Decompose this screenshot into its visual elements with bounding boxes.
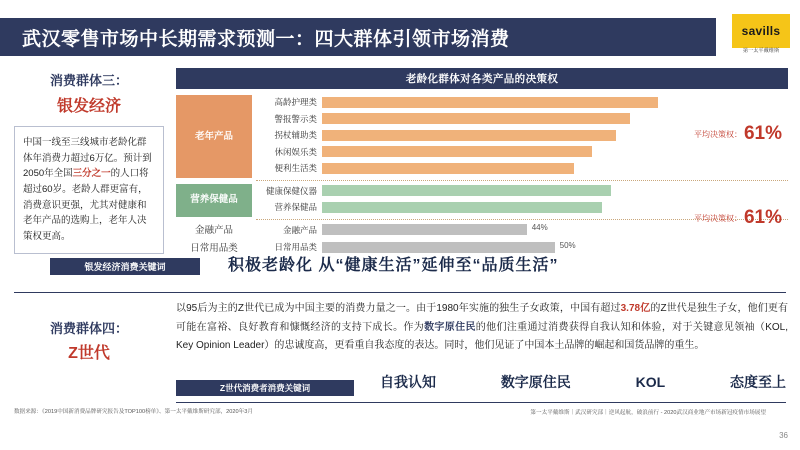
chart-title: 老龄化群体对各类产品的决策权 [176, 68, 788, 89]
chart-bar-row [256, 161, 788, 175]
group3-description-text: 中国一线至三线城市老龄化群体年消费力超过6万亿。预计到2050年全国三分之一的人口将超过60岁。老龄人群更富有，消费意识更强，尤其对健康和老年产品的选购上，老年人决策权更高。 [23, 137, 152, 243]
chart-bar [322, 113, 630, 124]
keywords-list-genz [380, 372, 786, 392]
chart-bar [322, 185, 611, 196]
savills-logo-subtitle: 第一太平戴维斯 [742, 48, 780, 54]
chart-group-tag: 日常用品类 [190, 242, 238, 254]
chart-bar [322, 130, 616, 141]
group3-label: 消费群体三： [49, 73, 128, 88]
chart-bar-label: 拐杖辅助类 [274, 130, 317, 140]
chart-group-finance [176, 223, 788, 240]
keyword-item: 数字原住民 [500, 374, 571, 390]
avg-value: 61% [743, 207, 782, 228]
left-column [14, 70, 164, 363]
chart-bar [322, 146, 592, 157]
chart-bar [322, 202, 602, 213]
chart-panel [176, 68, 788, 254]
chart-group-tag: 老年产品 [176, 95, 252, 178]
group3-description [14, 126, 164, 254]
chart-bar-row [256, 223, 788, 237]
chart-bar-label: 高龄护理类 [274, 97, 317, 107]
chart-bar-label: 便利生活类 [274, 163, 317, 173]
chart-bar [322, 224, 527, 235]
group4-name: Z世代 [68, 344, 110, 362]
keywords-tag-genz: Z世代消费者消费关键词 [176, 380, 354, 396]
chart-bar-label: 休闲娱乐类 [274, 146, 317, 157]
chart-bar-label: 警报警示类 [274, 113, 317, 124]
chart-bar-track [322, 185, 788, 196]
chart-bar-row [256, 95, 788, 109]
chart-bar-track [322, 163, 788, 174]
chart-bar [322, 163, 574, 174]
keywords-tag-silver: 银发经济消费关键词 [50, 258, 200, 275]
chart-bar-label: 健康保健仪器 [265, 185, 317, 196]
chart-bar-label: 营养保健品 [274, 202, 317, 212]
chart-bar-row [256, 145, 788, 159]
chart-bar-track [322, 224, 788, 235]
keywords-band-silver [14, 258, 786, 288]
chart-bar-value: 44% [531, 223, 548, 232]
group3-name: 银发经济 [56, 98, 121, 115]
page-number: 36 [779, 431, 788, 440]
chart-body [176, 89, 788, 257]
keywords-text-silver: 积极老龄化 从“健康生活”延伸至“品质生活” [228, 257, 559, 274]
avg-label: 平均决策权： [693, 129, 742, 139]
keyword-item: 自我认知 [380, 374, 436, 390]
avg-value: 61% [743, 123, 782, 144]
section-divider [176, 402, 786, 403]
chart-bar-track [322, 146, 788, 157]
page-title: 武汉零售市场中长期需求预测一：四大群体引领市场消费 [22, 28, 510, 50]
group4-label: 消费群体四： [49, 320, 128, 336]
section-divider [14, 292, 786, 293]
chart-bar-label: 金融产品 [282, 224, 317, 235]
chart-bar-track [322, 97, 788, 108]
group4-paragraph: 以95后为主的Z世代已成为中国主要的消费力量之一。由于1980年实施的独生子女政策，中国有超过3.78亿的Z世代是独生子女，他们更有可能在富裕、良好教育和慷慨经济的支持下成长。作为数字原住民的他们注重通过消费获得自我认知和体验，对于关键意见领袖（KOL, Key Opinion Leader）的忠诚度高，更看重自我态度的表达。同时，他们见证了中国本土品牌的崛起和国货品牌的重生。 [176, 303, 789, 351]
savills-logo [732, 14, 790, 48]
chart-divider [256, 180, 788, 181]
chart-bar-label: 日常用品类 [274, 242, 317, 252]
chart-bar-track [322, 242, 788, 253]
keyword-item: KOL [635, 374, 666, 390]
chart-group-rows [256, 223, 788, 240]
savills-logo-text: savills [741, 24, 781, 38]
avg-label: 平均决策权： [693, 213, 742, 223]
chart-group-tag: 金融产品 [194, 225, 233, 237]
chart-bar-row [256, 184, 788, 198]
chart-group-tag: 营养保健品 [176, 184, 252, 217]
keyword-item: 态度至上 [730, 374, 786, 390]
chart-bar-value: 50% [559, 240, 576, 250]
footer-branding: 第一太平戴维斯｜武汉研究部｜逆风起航，破浪前行 - 2020武汉商业地产市场新冠疫情市场展望 [530, 410, 766, 416]
avg-decision-power-elderly [694, 123, 782, 145]
slide-title-bar [0, 18, 716, 56]
chart-bar [322, 97, 658, 108]
chart-bar [322, 242, 555, 253]
footer-source: 数据来源：《2019中国新消费品牌研究报告及TOP100榜单》、第一太平戴维斯研究部，2020年3月 [14, 409, 253, 415]
